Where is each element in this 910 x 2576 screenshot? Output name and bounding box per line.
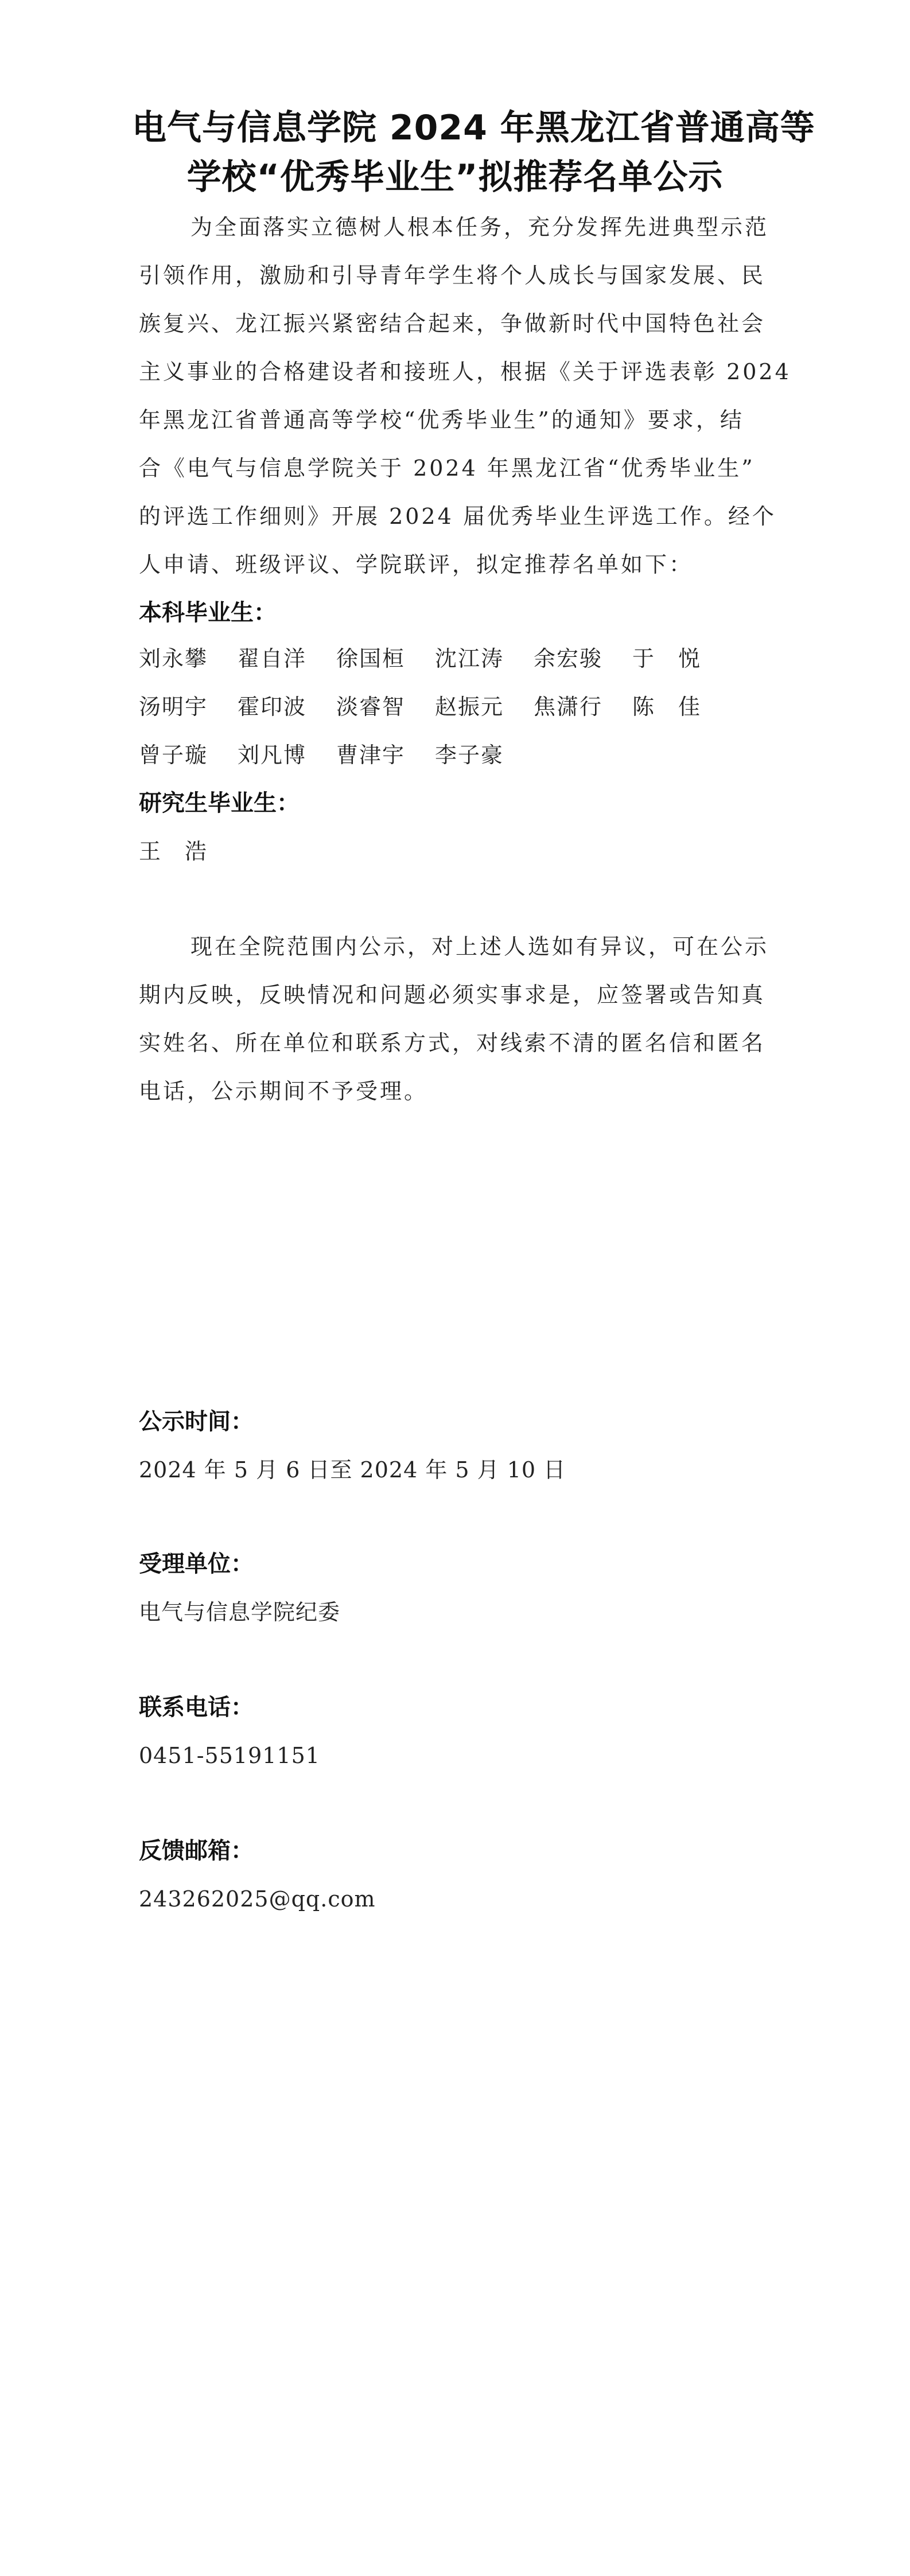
student-name: 刘永攀 — [139, 646, 208, 671]
unit-label: 受理单位： — [139, 1551, 254, 1577]
title-line-1: 电气与信息学院 2024 年黑龙江省普通高等 — [132, 108, 815, 148]
title-line-2: 学校“优秀毕业生”拟推荐名单公示 — [186, 157, 724, 197]
student-name: 刘凡博 — [238, 742, 307, 768]
unit-value: 电气与信息学院纪委 — [139, 1600, 341, 1625]
intro-line: 年黑龙江省普通高等学校“优秀毕业生”的通知》要求，结 — [139, 407, 744, 433]
student-name: 于 悦 — [632, 646, 702, 671]
student-name: 沈江涛 — [435, 646, 504, 671]
document-title — [132, 103, 815, 202]
student-name: 王 浩 — [139, 839, 208, 864]
period-label: 公示时间： — [139, 1408, 254, 1435]
undergrad-heading: 本科毕业生： — [139, 600, 277, 626]
intro-line: 的评选工作细则》开展 2024 届优秀毕业生评选工作。经个 — [139, 504, 776, 529]
notice-line: 期内反映，反映情况和问题必须实事求是，应签署或告知真 — [139, 982, 766, 1007]
student-name: 徐国桓 — [336, 646, 406, 671]
student-name: 焦潇行 — [534, 694, 603, 719]
student-name: 霍印波 — [238, 694, 307, 719]
intro-line: 人申请、班级评议、学院联评，拟定推荐名单如下： — [139, 552, 694, 577]
student-name: 淡睿智 — [336, 694, 406, 719]
student-name: 翟自洋 — [238, 646, 307, 671]
student-name: 余宏骏 — [534, 646, 603, 671]
student-name: 曾子璇 — [139, 742, 208, 768]
intro-paragraph — [139, 203, 791, 589]
intro-line: 引领作用，激励和引导青年学生将个人成长与国家发展、民 — [139, 263, 766, 288]
intro-line: 为全面落实立德树人根本任务，充分发挥先进典型示范 — [190, 215, 769, 240]
graduate-heading: 研究生毕业生： — [139, 790, 300, 816]
student-name: 汤明宇 — [139, 694, 208, 719]
notice-line: 电话，公示期间不予受理。 — [139, 1079, 429, 1104]
intro-line: 族复兴、龙江振兴紧密结合起来，争做新时代中国特色社会 — [139, 311, 766, 336]
student-name: 李子豪 — [435, 742, 504, 768]
notice-paragraph — [139, 923, 776, 1115]
period-value: 2024 年 5 月 6 日至 2024 年 5 月 10 日 — [139, 1457, 566, 1482]
student-name: 曹津宇 — [336, 742, 406, 768]
student-name: 赵振元 — [435, 694, 504, 719]
intro-line: 主义事业的合格建设者和接班人，根据《关于评选表彰 2024 — [139, 359, 791, 384]
notice-line: 实姓名、所在单位和联系方式，对线索不清的匿名信和匿名 — [139, 1030, 766, 1056]
intro-line: 合《电气与信息学院关于 2024 年黑龙江省“优秀毕业生” — [139, 456, 755, 481]
email-value: 243262025@qq.com — [139, 1886, 376, 1912]
student-name: 陈 佳 — [632, 694, 702, 719]
email-label: 反馈邮箱： — [139, 1838, 254, 1864]
phone-label: 联系电话： — [139, 1694, 254, 1721]
notice-line: 现在全院范围内公示，对上述人选如有异议，可在公示 — [190, 934, 769, 959]
phone-value: 0451-55191151 — [139, 1743, 320, 1768]
